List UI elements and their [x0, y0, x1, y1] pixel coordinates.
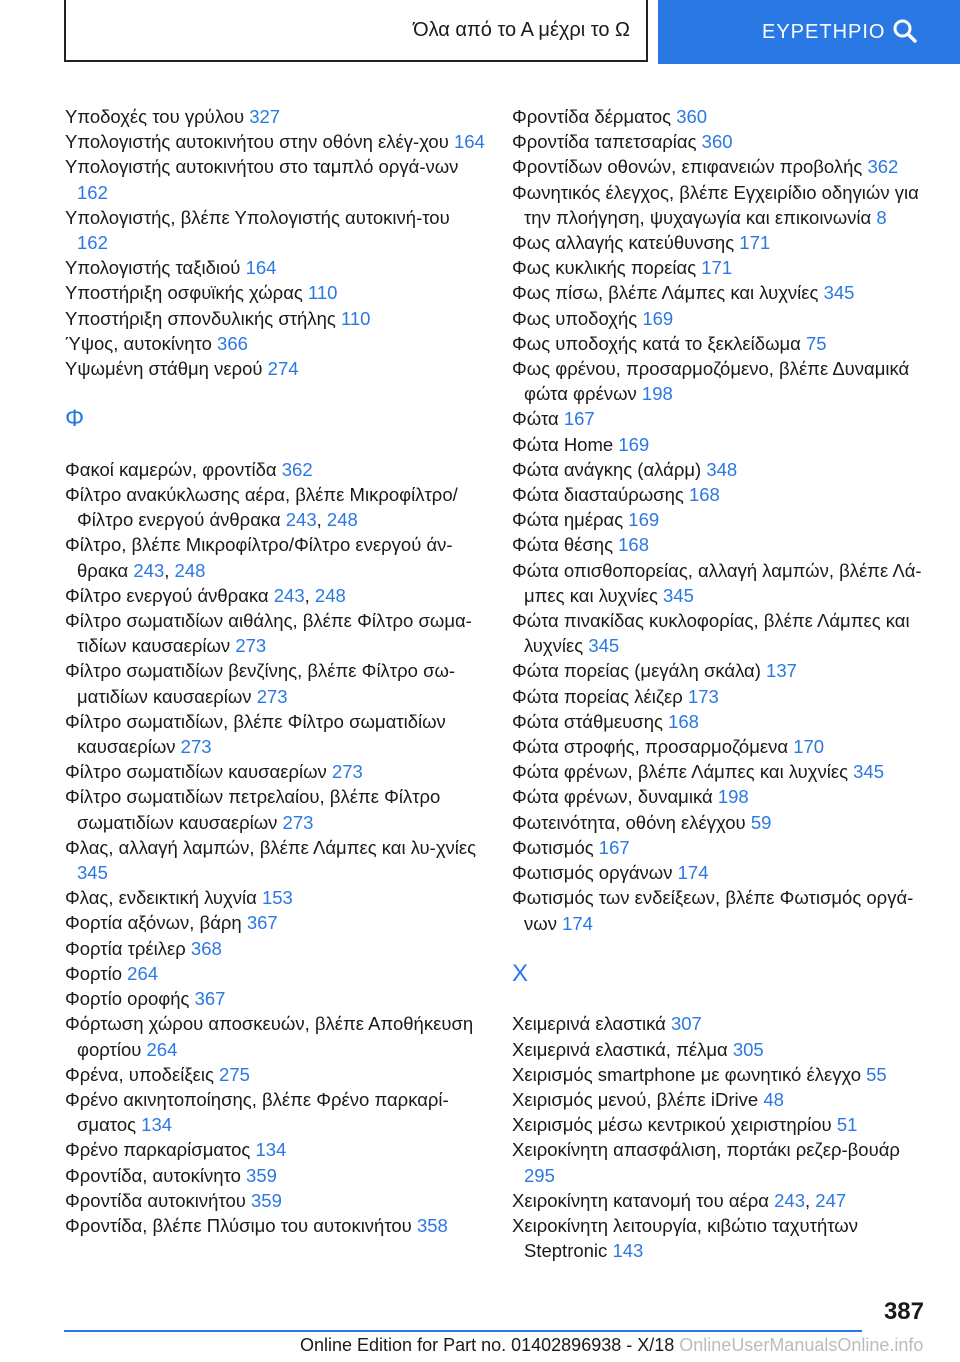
index-entry: [65, 1062, 485, 1087]
index-entry: [512, 280, 932, 305]
page-reference-link[interactable]: 359: [246, 1164, 277, 1186]
page-reference-link[interactable]: 174: [677, 862, 709, 884]
page-reference-link[interactable]: 362: [281, 458, 313, 480]
index-entry-text: Χειρισμός μενού, βλέπε iDrive: [512, 1088, 759, 1110]
section-letter: Χ: [512, 959, 529, 987]
index-entry-text: Φώτα οπισθοπορείας, αλλαγή λαμπών, βλέπε Λά-μπες και λυχνίες: [512, 559, 922, 606]
index-entry: [512, 104, 932, 129]
alphabetical-tab[interactable]: [64, 0, 648, 62]
page-reference-link[interactable]: 368: [190, 937, 222, 959]
index-entry: [65, 1213, 485, 1238]
index-entry-text: Φρένα, υποδείξεις: [65, 1063, 214, 1085]
index-entry: [512, 1011, 932, 1036]
index-entry: [512, 608, 932, 658]
footer-watermark: OnlineUserManualsOnline.info: [679, 1335, 924, 1355]
index-entry-text: Φως κυκλικής πορείας: [512, 257, 697, 279]
page-reference-link[interactable]: 273: [256, 685, 288, 707]
index-entry: [512, 1037, 932, 1062]
page-reference-link[interactable]: 366: [217, 332, 248, 354]
index-entry-text: Φωτεινότητα, οθόνη ελέγχου: [512, 811, 746, 833]
alphabetical-tab-label: Όλα από το Α μέχρι το Ω: [413, 18, 630, 41]
page-reference-link[interactable]: 164: [245, 257, 277, 279]
page-reference-link[interactable]: 273: [331, 761, 363, 783]
index-entry: [65, 255, 485, 280]
index-entry: [65, 1137, 485, 1162]
index-entry: [512, 532, 932, 557]
index-entry: [65, 709, 485, 759]
index-entry: [512, 1087, 932, 1112]
index-entry: [512, 432, 932, 457]
page-reference-link[interactable]: 248: [314, 584, 346, 606]
index-entry-text: Φωνητικός έλεγχος, βλέπε Εγχειρίδιο οδηγιών για την πλοήγηση, ψυχαγωγία και επικοινωνία: [512, 181, 919, 228]
index-entry: [65, 280, 485, 305]
page-reference-link[interactable]: 273: [180, 736, 212, 758]
index-entry-text: Χειμερινά ελαστικά, πέλμα: [512, 1038, 728, 1060]
page-reference-link[interactable]: 358: [416, 1214, 448, 1236]
index-entry: [512, 356, 932, 406]
page-reference-link[interactable]: 274: [267, 358, 299, 380]
page-reference-link[interactable]: 48: [763, 1088, 784, 1110]
index-entry-text: Φώτα στάθμευσης: [512, 710, 663, 732]
index-entry: [65, 910, 485, 935]
page-reference-link[interactable]: 169: [618, 433, 650, 455]
index-entry-text: Φλας, ενδεικτική λυχνία: [65, 887, 257, 909]
index-entry: [512, 558, 932, 608]
index-entry-text: Φώτα φρένων, βλέπε Λάμπες και λυχνίες: [512, 761, 848, 783]
index-entry-text: Υπολογιστής ταξιδιού: [65, 257, 241, 279]
page-reference-link[interactable]: 264: [127, 962, 159, 984]
page-reference-link[interactable]: 170: [793, 736, 825, 758]
index-entry-text: Φώτα στροφής, προσαρμοζόμενα: [512, 736, 789, 758]
page-reference-link[interactable]: 305: [732, 1038, 764, 1060]
index-entry-text: Φώτα φρένων, δυναμικά: [512, 786, 713, 808]
page-reference-link[interactable]: 360: [701, 131, 733, 153]
index-entry: Φίλτρο ανακύκλωσης αέρα, βλέπε Μικροφίλτρο/Φίλτρο ενεργού άνθρακα 243, 248: [65, 484, 458, 531]
page-reference-link[interactable]: 169: [642, 307, 674, 329]
index-entry-text: Φροντίδα, αυτοκίνητο: [65, 1164, 241, 1186]
index-entry: [512, 709, 932, 734]
page-reference-link[interactable]: 307: [670, 1013, 702, 1035]
index-entry: [512, 1137, 932, 1187]
header-bar: [0, 0, 960, 64]
index-entry-text: Φορτία αξόνων, βάρη: [65, 912, 242, 934]
index-entry-text: Φώτα πορείας (μεγάλη σκάλα): [512, 660, 761, 682]
index-entry: Φίλτρο, βλέπε Μικροφίλτρο/Φίλτρο ενεργού άν-θρακα 243, 248: [65, 534, 453, 581]
index-entry-text: Φόρτωση χώρου αποσκευών, βλέπε Αποθήκευση φορτίου: [65, 1013, 474, 1060]
index-entry: [65, 154, 485, 204]
index-entry: [65, 205, 485, 255]
index-entry: [512, 154, 932, 179]
index-entry-text: Φίλτρο ενεργού άνθρακα: [65, 584, 269, 606]
section-letter: Φ: [65, 405, 85, 433]
index-entry-text: Φρένο ακινητοποίησης, βλέπε Φρένο παρκαρί-σματος: [65, 1088, 449, 1136]
page-reference-link[interactable]: 264: [146, 1038, 178, 1060]
index-entry-text: Φίλτρο σωματιδίων αιθάλης, βλέπε Φίλτρο σωμα-τιδίων καυσαερίων: [65, 610, 472, 657]
page-reference-link[interactable]: 168: [688, 484, 720, 506]
index-entry: [512, 306, 932, 331]
index-entry: [512, 885, 932, 935]
page-reference-link[interactable]: 295: [524, 1164, 555, 1186]
index-entry-text: Φωτισμός οργάνων: [512, 862, 673, 884]
index-entry-text: Φωτισμός των ενδείξεων, βλέπε Φωτισμός οργά-νων: [512, 887, 914, 934]
index-entry: [65, 1011, 485, 1061]
page-reference-link[interactable]: 51: [836, 1114, 858, 1136]
index-entry-text: Φώτα ανάγκης (αλάρμ): [512, 458, 702, 480]
page-reference-link[interactable]: 168: [618, 534, 649, 556]
page-reference-link[interactable]: 247: [815, 1189, 847, 1211]
index-entry-text: Φώτα Home: [512, 433, 614, 455]
index-entry-text: Φίλτρο σωματιδίων βενζίνης, βλέπε Φίλτρο σω-ματιδίων καυσαερίων: [65, 660, 456, 707]
page-reference-link[interactable]: 162: [77, 181, 108, 203]
index-entry-text: Φροντίδα δέρματος: [512, 106, 672, 127]
page-reference-link[interactable]: 162: [77, 232, 108, 254]
index-entry-text: Φωτισμός: [512, 836, 594, 858]
index-entry: [65, 835, 485, 885]
index-column-right: [512, 104, 932, 1263]
index-entry: [65, 784, 485, 834]
index-entry-text: Φροντίδα αυτοκινήτου: [65, 1189, 246, 1211]
page-reference-link[interactable]: 110: [307, 282, 338, 304]
index-entry-text: Φλας, αλλαγή λαμπών, βλέπε Λάμπες και λυ-χνίες: [65, 836, 477, 858]
index-entry-text: Φρένο παρκαρίσματος: [65, 1139, 251, 1161]
page-reference-link[interactable]: 153: [261, 887, 293, 909]
index-entry-text: Υποστήριξη σπονδυλικής στήλης: [65, 307, 336, 329]
index-entry: [65, 759, 485, 784]
index-entry: [512, 658, 932, 683]
index-entry-text: Υποδοχές του γρύλου: [65, 106, 245, 127]
index-entry-text: Υπολογιστής, βλέπε Υπολογιστής αυτοκινή-του: [65, 206, 450, 228]
index-entry: [512, 507, 932, 532]
index-entry-text: Χειροκίνητη απασφάλιση, πορτάκι ρεζερ-βουάρ: [512, 1139, 900, 1161]
index-entry: [512, 1213, 932, 1263]
page-reference-link[interactable]: 360: [676, 106, 708, 127]
index-entry: [65, 104, 485, 129]
index-entry-text: Φώτα θέσης: [512, 534, 613, 556]
index-entry-text: Ύψος, αυτοκίνητο: [65, 332, 212, 354]
index-entry-text: Φώτα ημέρας: [512, 509, 624, 531]
index-entry: [512, 860, 932, 885]
footer-edition-text: Online Edition for Part no. 01402896938 - X/18: [300, 1335, 675, 1355]
page-reference-link[interactable]: 367: [246, 912, 278, 934]
page-reference-link[interactable]: 134: [141, 1114, 173, 1136]
index-entry-text: Φροντίδων οθονών, επιφανειών προβολής: [512, 156, 863, 178]
index-entry: [65, 658, 485, 708]
index-entry-text: Φίλτρο σωματιδίων, βλέπε Φίλτρο σωματιδίων καυσαερίων: [65, 710, 446, 758]
page-reference-link[interactable]: 345: [588, 635, 620, 657]
page-reference-link[interactable]: 345: [77, 862, 108, 884]
page-reference-link[interactable]: 327: [249, 106, 281, 127]
index-entry-text: Φορτίο οροφής: [65, 988, 190, 1010]
page-reference-link[interactable]: 243: [133, 559, 165, 581]
index-entry: [512, 406, 932, 431]
index-entry-text: Φώτα πορείας λέιζερ: [512, 685, 683, 707]
page-reference-link[interactable]: 173: [687, 685, 719, 707]
index-entry: [512, 255, 932, 280]
index-entry-text: Υποστήριξη οσφυϊκής χώρας: [65, 282, 303, 304]
page-reference-link[interactable]: 75: [806, 332, 827, 354]
page-reference-link[interactable]: 59: [750, 811, 772, 833]
page-reference-link[interactable]: 171: [739, 232, 771, 254]
footer-divider: [64, 1330, 862, 1332]
index-entry: [512, 230, 932, 255]
page-reference-link[interactable]: 134: [255, 1139, 287, 1161]
index-entry: [65, 936, 485, 961]
page-reference-link[interactable]: 367: [194, 988, 226, 1010]
index-tab-label: ΕΥΡΕΤΗΡΙΟ: [762, 20, 886, 43]
index-entry: Φίλτρο ενεργού άνθρακα 243, 248: [65, 584, 346, 606]
page-reference-link[interactable]: 171: [701, 257, 733, 279]
index-entry: [65, 356, 485, 381]
index-entry: [512, 482, 932, 507]
page-reference-link[interactable]: 169: [628, 509, 660, 531]
page-reference-link[interactable]: 137: [766, 660, 797, 682]
page-reference-link[interactable]: 168: [668, 710, 699, 732]
index-entry: [512, 457, 932, 482]
page-reference-link[interactable]: 248: [326, 509, 358, 531]
page-reference-link[interactable]: 243: [774, 1189, 806, 1211]
index-entry: [65, 986, 485, 1011]
page-reference-link[interactable]: 275: [219, 1063, 250, 1085]
index-entry: [65, 961, 485, 986]
page-reference-link[interactable]: 174: [562, 912, 593, 934]
index-entry-text: Υπολογιστής αυτοκινήτου στην οθόνη ελέγ-χου: [65, 131, 449, 153]
page-reference-link[interactable]: 348: [706, 458, 738, 480]
index-entry-text: Φίλτρο σωματιδίων πετρελαίου, βλέπε Φίλτρο σωματιδίων καυσαερίων: [65, 786, 441, 833]
index-entry-text: Φίλτρο σωματιδίων καυσαερίων: [65, 761, 327, 783]
index-entry-text: Φακοί καμερών, φροντίδα: [65, 458, 277, 480]
page-reference-link[interactable]: 243: [273, 584, 305, 606]
page-reference-link[interactable]: 362: [867, 156, 899, 178]
index-entry: [512, 1112, 932, 1137]
search-icon[interactable]: [892, 18, 918, 44]
page-reference-link[interactable]: 345: [853, 761, 885, 783]
index-entry-text: Χειρισμός smartphone με φωνητικό έλεγχο: [512, 1063, 861, 1085]
index-entry-text: Φίλτρο ανακύκλωσης αέρα, βλέπε Μικροφίλτρο/Φίλτρο ενεργού άνθρακα: [65, 484, 458, 531]
index-entry: [512, 784, 932, 809]
page-number: 387: [883, 1298, 924, 1325]
index-entry-text: Χειρισμός μέσω κεντρικού χειριστηρίου: [512, 1114, 832, 1136]
index-entry-text: Φορτίο: [65, 962, 123, 984]
page-reference-link[interactable]: 243: [285, 509, 317, 531]
index-entry-text: Υψωμένη στάθμη νερού: [65, 358, 263, 380]
index-entry: [512, 684, 932, 709]
page-reference-link[interactable]: 167: [563, 408, 595, 430]
index-entry: [65, 885, 485, 910]
page-reference-link[interactable]: 198: [641, 383, 673, 405]
index-entry: [65, 306, 485, 331]
index-entry: Χειροκίνητη κατανομή του αέρα 243, 247: [512, 1189, 847, 1211]
page-reference-link[interactable]: 345: [823, 282, 855, 304]
index-entry-text: Φώτα διασταύρωσης: [512, 484, 684, 506]
index-entry-text: Φώτα πινακίδας κυκλοφορίας, βλέπε Λάμπες και λυχνίες: [512, 610, 910, 657]
page-reference-link[interactable]: 273: [282, 811, 314, 833]
index-entry: [512, 835, 932, 860]
index-entry-text: Φώτα: [512, 408, 559, 430]
index-entry: [65, 457, 485, 482]
index-entry: [512, 180, 932, 230]
index-entry: [65, 129, 485, 154]
index-entry: [512, 331, 932, 356]
page-reference-link[interactable]: 164: [453, 131, 485, 153]
index-entry-text: Φως φρένου, προσαρμοζόμενο, βλέπε Δυναμικά φώτα φρένων: [512, 358, 910, 405]
index-entry-text: Χειροκίνητη λειτουργία, κιβώτιο ταχυτήτων Steptronic: [512, 1214, 858, 1262]
index-entry-text: Χειροκίνητη κατανομή του αέρα: [512, 1189, 769, 1211]
index-column-left: [65, 104, 485, 1238]
page-reference-link[interactable]: 110: [340, 307, 371, 329]
index-entry: [512, 810, 932, 835]
page-reference-link[interactable]: 143: [612, 1240, 644, 1262]
index-entry: [512, 734, 932, 759]
index-entry: [65, 1163, 485, 1188]
index-entry-text: Χειμερινά ελαστικά: [512, 1013, 666, 1035]
index-entry-text: Φως αλλαγής κατεύθυνσης: [512, 232, 735, 254]
index-entry-text: Φως πίσω, βλέπε Λάμπες και λυχνίες: [512, 282, 819, 304]
index-entry: [512, 759, 932, 784]
index-entry-text: Φορτία τρέιλερ: [65, 937, 186, 959]
page-reference-link[interactable]: 273: [235, 635, 267, 657]
page-reference-link[interactable]: 198: [717, 786, 749, 808]
index-entry-text: Φως υποδοχής κατά το ξεκλείδωμα: [512, 332, 801, 354]
index-entry-text: Φροντίδα, βλέπε Πλύσιμο του αυτοκινήτου: [65, 1214, 412, 1236]
index-entry: [65, 1188, 485, 1213]
index-entry: [65, 1087, 485, 1137]
index-entry-text: Υπολογιστής αυτοκινήτου στο ταμπλό οργά-νων: [65, 156, 459, 178]
page-reference-link[interactable]: 359: [251, 1189, 282, 1211]
page-reference-link[interactable]: 345: [663, 584, 694, 606]
page-reference-link[interactable]: 55: [866, 1063, 887, 1085]
index-entry: [65, 608, 485, 658]
index-entry-text: Φίλτρο, βλέπε Μικροφίλτρο/Φίλτρο ενεργού άν-θρακα: [65, 534, 453, 581]
index-entry-text: Φως υποδοχής: [512, 307, 638, 329]
page-reference-link[interactable]: 167: [598, 836, 630, 858]
index-entry: [65, 331, 485, 356]
page-reference-link[interactable]: 248: [174, 559, 206, 581]
index-entry: [512, 129, 932, 154]
index-entry-text: Φροντίδα ταπετσαρίας: [512, 131, 697, 153]
index-tab[interactable]: [658, 0, 960, 64]
page-reference-link[interactable]: 8: [876, 206, 887, 228]
index-entry: [512, 1062, 932, 1087]
footer: [300, 1335, 923, 1356]
